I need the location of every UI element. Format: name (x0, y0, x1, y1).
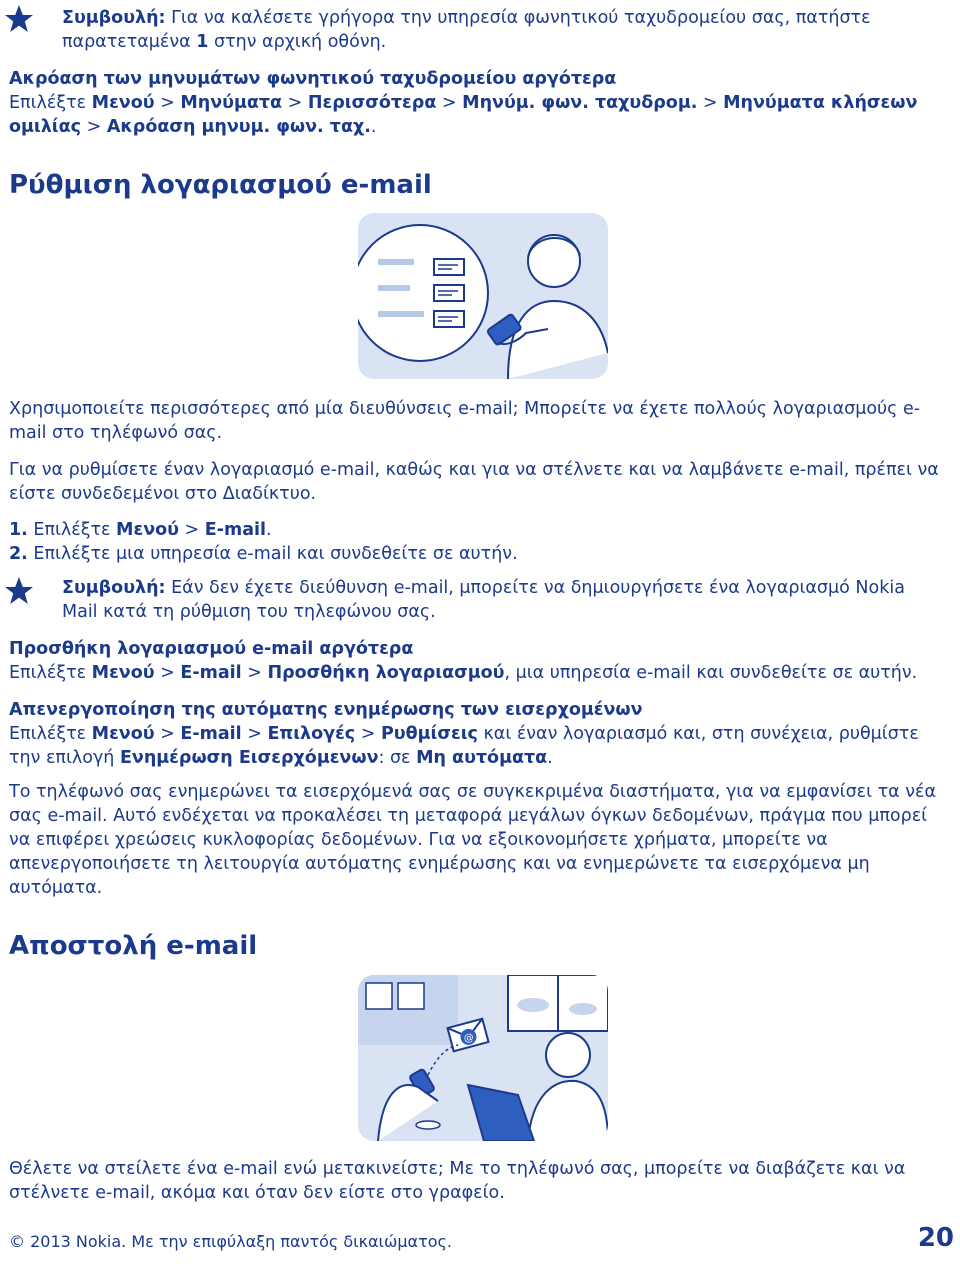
voicemail-later-block (9, 67, 942, 139)
paragraph: Χρησιμοποιείτε περισσότερες από μία διευθύνσεις e-mail; Μπορείτε να έχετε πολλούς λογαριασμούς e-mail στο τηλέφωνό σας. (9, 399, 921, 443)
svg-text:@: @ (462, 1031, 476, 1045)
tip-label: Συμβουλή: (62, 8, 166, 28)
paragraph: Για να ρυθμίσετε έναν λογαριασμό e-mail, καθώς και για να στέλνετε και να λαμβάνετε e-mail, πρέπει να είστε συνδεδεμένοι στο Διαδίκτυο. (9, 460, 939, 504)
key-1: 1 (196, 32, 209, 52)
instruction: Επιλέξτε Μενού > E-mail > Επιλογές > Ρυθμίσεις και έναν λογαριασμό και, στη συνέχεια, ρυθμίστε την επιλογή Ενημέρωση Εισερχόμενων: σε Μη αυτόματα. (9, 724, 919, 768)
email-accounts-illustration (358, 213, 608, 379)
instruction: Επιλέξτε Μενού > E-mail > Προσθήκη λογαριασμού, μια υπηρεσία e-mail και συνδεθείτε σε αυτήν. (9, 663, 918, 683)
star-icon (4, 4, 34, 34)
tip-quick-voicemail: Συμβουλή: Για να καλέσετε γρήγορα την υπηρεσία φωνητικού ταχυδρομείου σας, πατήστε παρατεταμένα 1 στην αρχική οθόνη. (62, 8, 871, 52)
copyright: © 2013 Nokia. Με την επιφύλαξη παντός δικαιώματος. (9, 1232, 452, 1251)
subheading: Ακρόαση των μηνυμάτων φωνητικού ταχυδρομείου αργότερα (9, 69, 617, 89)
add-account-block (9, 637, 942, 685)
instruction: Επιλέξτε Μενού > Μηνύματα > Περισσότερα > Μηνύμ. φων. ταχυδρομ. > Μηνύματα κλήσεων ομιλίας > Ακρόαση μηνυμ. φων. ταχ.. (9, 93, 918, 137)
section-heading-email-setup: Ρύθμιση λογαριασμού e-mail (9, 170, 432, 200)
page-number: 20 (917, 1223, 954, 1253)
paragraph: Το τηλέφωνό σας ενημερώνει τα εισερχόμενά σας σε συγκεκριμένα διαστήματα, για να εμφανίσει τα νέα σας e-mail. Αυτό ενδέχεται να προκαλέσει τη μεταφορά μεγάλων όγκων δεδομένων, πράγμα που μπορεί να επιφέρει χρεώσεις κυκλοφορίας δεδομένων. Για να εξοικονομήσετε χρήματα, μπορείτε να απενεργοποιήσετε τη λειτουργία αυτόματης ενημέρωσης και να ενημερώνετε τα εισερχόμενα μη αυτόματα. (9, 782, 937, 898)
paragraph: Θέλετε να στείλετε ένα e-mail ενώ μετακινείστε; Με το τηλέφωνό σας, μπορείτε να διαβάζετε και να στέλνετε e-mail, ακόμα και όταν δεν είστε στο γραφείο. (9, 1159, 906, 1203)
subheading: Απενεργοποίηση της αυτόματης ενημέρωσης των εισερχομένων (9, 700, 643, 720)
subheading: Προσθήκη λογαριασμού e-mail αργότερα (9, 639, 414, 659)
tip-nokia-mail: Συμβουλή: Εάν δεν έχετε διεύθυνση e-mail, μπορείτε να δημιουργήσετε ένα λογαριασμό Nokia Mail κατά τη ρύθμιση του τηλεφώνου σας. (62, 578, 905, 622)
tip-label: Συμβουλή: (62, 578, 166, 598)
auto-update-block (9, 698, 942, 770)
step-2: 2. Επιλέξτε μια υπηρεσία e-mail και συνδεθείτε σε αυτήν. (9, 544, 518, 564)
section-heading-send-email: Αποστολή e-mail (9, 931, 258, 961)
send-email-illustration (358, 975, 608, 1141)
star-icon (4, 576, 34, 606)
step-1: 1. Επιλέξτε Μενού > E-mail. (9, 520, 272, 540)
